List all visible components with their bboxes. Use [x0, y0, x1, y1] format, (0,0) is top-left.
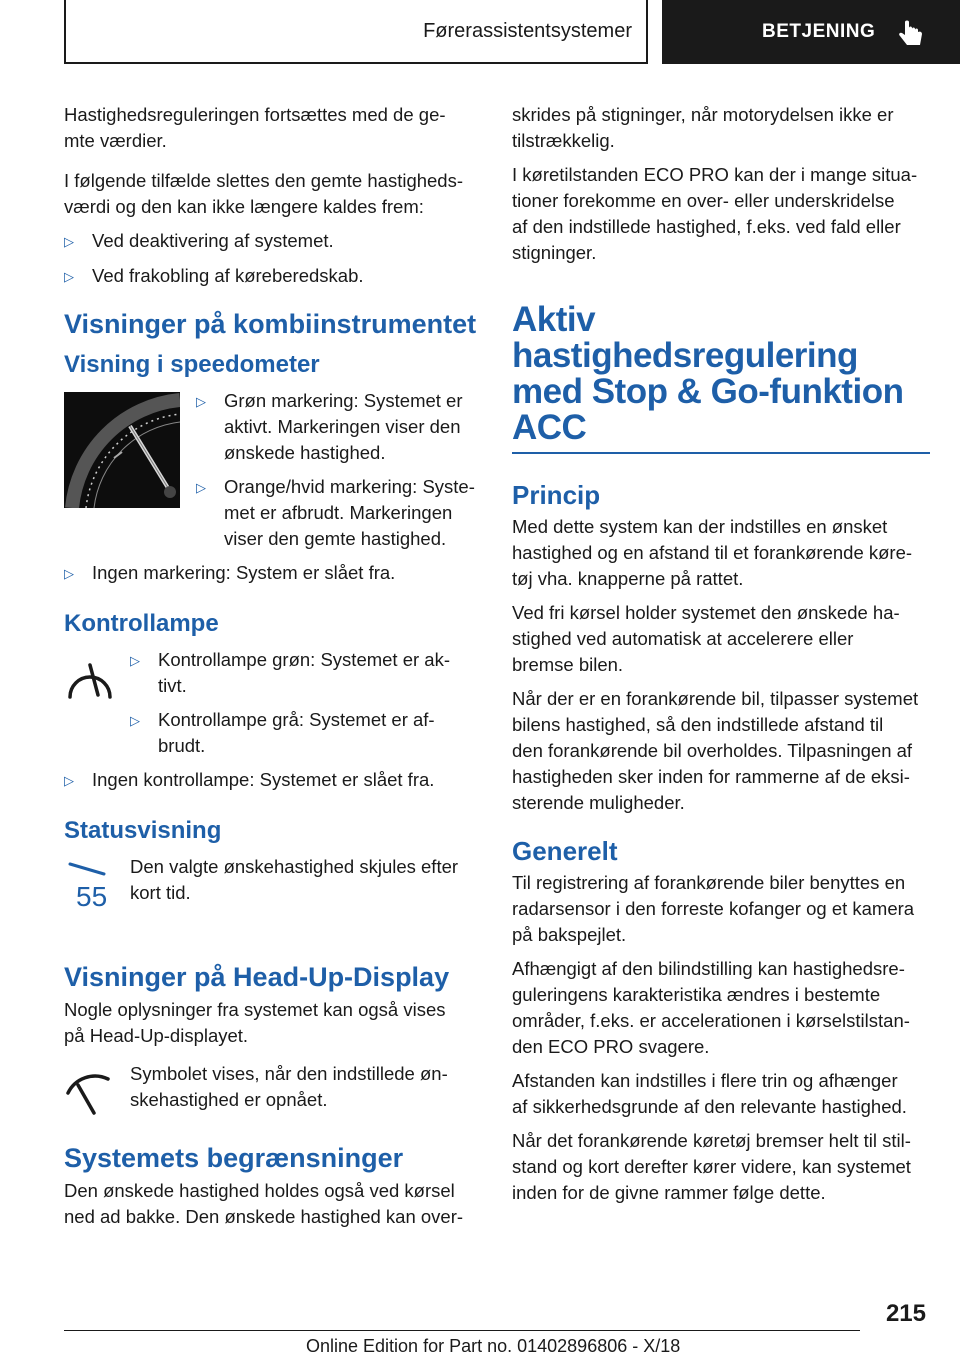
- triangle-bullet-icon: [196, 388, 224, 466]
- list-item: ▷ Kontrollampe grå: Systemet er af- brudt.: [130, 707, 482, 759]
- triangle-bullet-icon: [196, 474, 224, 552]
- paragraph: Afhængigt af den bilindstilling kan hastighedsre- guleringens karakteristika ændres i bestemte områder, f.eks. er accelerationen i kørselstilstan- den ECO PRO svagere.: [512, 958, 910, 1057]
- heading-speedometer: Visning i speedometer: [64, 351, 320, 378]
- header-chapter-tab: [662, 0, 960, 64]
- hud-symbol-section: [64, 1061, 482, 1122]
- speedometer-section: [64, 388, 482, 560]
- heading-kontrollampe: Kontrollampe: [64, 610, 219, 637]
- list-item: ▷ Grøn markering: Systemet er aktivt. Markeringen viser den ønskede hastighed.: [196, 388, 482, 466]
- triangle-bullet-icon: [64, 560, 92, 587]
- heading-kombiinstrument: Visninger på kombiinstrumentet: [64, 309, 477, 339]
- paragraph: Når der er en forankørende bil, tilpasser systemet bilens hastighed, så den indstillede afstand til den forankørende bil overholdes. Tilpasningen af hastigheden sker inden for rammerne af de eksi- sterende muligheder.: [512, 688, 919, 813]
- page-number: 215: [885, 1300, 926, 1327]
- list-item: ▷ Ved frakobling af køreberedskab.: [64, 263, 482, 290]
- triangle-bullet-icon: [64, 263, 92, 290]
- paragraph: Symbolet vises, når den indstillede øn- skehastighed er opnået.: [130, 1063, 448, 1110]
- paragraph: I følgende tilfælde slettes den gemte hastigheds- værdi og den kan ikke længere kaldes frem:: [64, 170, 464, 217]
- statusvisning-section: [64, 854, 482, 949]
- paragraph: Til registrering af forankørende biler benyttes en radarsensor i den forreste kofanger og et kamera på bakspejlet.: [512, 872, 915, 945]
- paragraph: I køretilstanden ECO PRO kan der i mange situa- tioner forekomme en over- eller underskridelse af den indstillede hastighed, f.eks. ved fald eller stigninger.: [512, 164, 918, 263]
- right-column: [512, 102, 930, 1214]
- header-chapter-title: BETJENING: [762, 21, 876, 42]
- list-item: ▷ Ved deaktivering af systemet.: [64, 228, 482, 255]
- heading-acc: Aktiv hastighedsregulering med Stop & Go-funktion ACC: [512, 302, 930, 454]
- hand-pointer-icon: [898, 20, 924, 48]
- footer-edition: Online Edition for Part no. 01402896806 - X/18: [306, 1336, 681, 1356]
- heading-statusvisning: Statusvisning: [64, 817, 222, 844]
- paragraph: Ved fri kørsel holder systemet den ønskede ha- stighed ved automatisk at accelerere eller bremse bilen.: [512, 602, 900, 675]
- header-section-title: Førerassistentsystemer: [423, 19, 632, 42]
- paragraph: Nogle oplysninger fra systemet kan også vises på Head-Up-displayet.: [64, 999, 446, 1046]
- paragraph: Med dette system kan der indstilles en ønsket hastighed og en afstand til et forankørende køre- tøj vha. knapperne på rattet.: [512, 516, 913, 589]
- heading-begraensninger: Systemets begrænsninger: [64, 1143, 404, 1173]
- list-item: ▷ Ingen kontrollampe: Systemet er slået fra.: [64, 767, 482, 794]
- heading-princip: Princip: [512, 480, 601, 510]
- triangle-bullet-icon: [130, 647, 158, 699]
- status-speed-number: 55: [76, 881, 108, 912]
- paragraph: Hastighedsreguleringen fortsættes med de ge- mte værdier.: [64, 104, 446, 151]
- paragraph: Den valgte ønskehastighed skjules efter kort tid.: [130, 856, 459, 903]
- triangle-bullet-icon: [64, 767, 92, 794]
- speedometer-indicator-icon: [64, 655, 116, 707]
- left-column: [64, 102, 482, 1238]
- paragraph: Når det forankørende køretøj bremser helt til stil- stand og kort derefter kører videre, kan systemet inden for de givne rammer følge dette.: [512, 1130, 911, 1203]
- list-item: ▷ Orange/hvid markering: Syste- met er afbrudt. Markeringen viser den gemte hastighed.: [196, 474, 482, 552]
- heading-generelt: Generelt: [512, 836, 618, 866]
- paragraph: skrides på stigninger, når motorydelsen ikke er tilstrækkelig.: [512, 104, 894, 151]
- triangle-bullet-icon: [64, 228, 92, 255]
- triangle-bullet-icon: [130, 707, 158, 759]
- hud-speed-reached-icon: [64, 1065, 116, 1117]
- list-item: ▷ Ingen markering: System er slået fra.: [64, 560, 482, 587]
- header-section-box: [64, 0, 648, 64]
- footer-divider: [64, 1330, 860, 1331]
- speedometer-image: [64, 392, 180, 508]
- heading-head-up-display: Visninger på Head-Up-Display: [64, 962, 450, 992]
- kontrollampe-section: [64, 647, 482, 767]
- paragraph: Den ønskede hastighed holdes også ved kørsel ned ad bakke. Den ønskede hastighed kan over-: [64, 1180, 464, 1227]
- paragraph: Afstanden kan indstilles i flere trin og afhænger af sikkerhedsgrunde af den relevante hastighed.: [512, 1070, 907, 1117]
- list-item: ▷ Kontrollampe grøn: Systemet er ak- tivt.: [130, 647, 482, 699]
